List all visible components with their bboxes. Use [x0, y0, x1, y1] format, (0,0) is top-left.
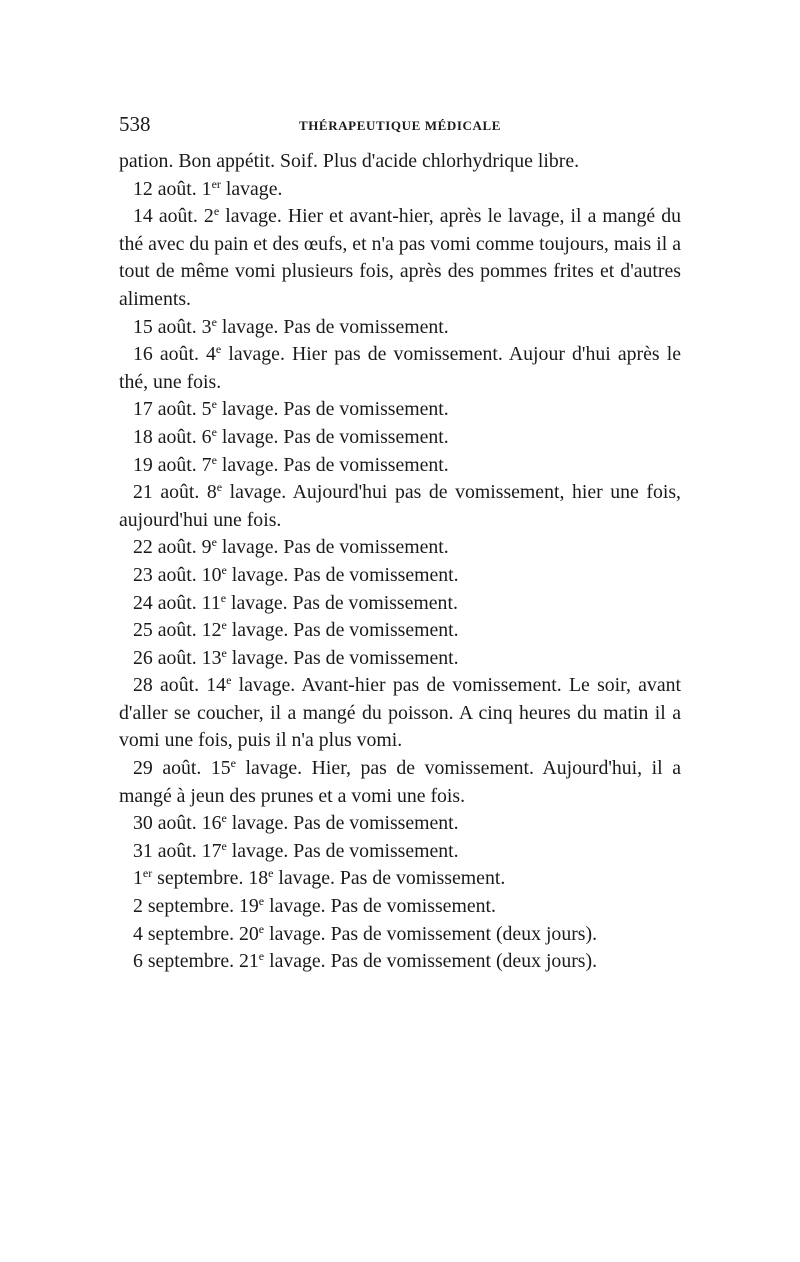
ordinal-superscript: e — [211, 452, 217, 467]
entry-text: 2 septembre. 19 — [133, 895, 259, 918]
entry-text: lavage. Pas de vomissement. — [226, 563, 459, 586]
journal-entry — [119, 672, 681, 755]
entry-text: 6 septembre. 21 — [133, 950, 259, 973]
ordinal-superscript: e — [211, 397, 217, 412]
book-page — [119, 112, 681, 976]
journal-entry — [119, 534, 681, 562]
ordinal-superscript: e — [216, 480, 223, 495]
ordinal-superscript: e — [230, 756, 236, 771]
ordinal-superscript: e — [211, 314, 217, 329]
entry-text: septembre. 18 — [152, 867, 269, 890]
ordinal-superscript: e — [258, 949, 265, 964]
ordinal-superscript: e — [221, 811, 227, 826]
entry-text: 1 — [133, 867, 143, 890]
entry-text: pation. Bon appétit. Soif. Plus d'acide chlorhydrique libre. — [119, 150, 580, 172]
entry-text: lavage. Pas de vomissement. — [273, 867, 506, 890]
entry-text: lavage. Pas de vomissement. — [216, 315, 449, 338]
entry-text: 4 septembre. 20 — [133, 922, 259, 945]
journal-entry — [119, 176, 681, 204]
entry-text: 18 août. 6 — [133, 425, 212, 448]
journal-entry — [119, 590, 681, 618]
entry-text: 17 août. 5 — [133, 398, 212, 421]
entry-text: lavage. Pas de vomissement. — [226, 812, 459, 835]
body-text — [119, 148, 681, 976]
ordinal-superscript: e — [221, 838, 227, 853]
entry-text: 16 août. 4 — [133, 343, 216, 366]
journal-entry — [119, 755, 681, 810]
journal-entry — [119, 396, 681, 424]
entry-text: lavage. Hier pas de vomissement. Aujour d'hui après le thé, une fois. — [119, 343, 681, 393]
journal-entry — [119, 562, 681, 590]
entry-text: lavage. Pas de vomissement (deux jours). — [264, 950, 598, 973]
ordinal-superscript: e — [226, 673, 232, 688]
entry-text: lavage. Avant-hier pas de vomissement. Le soir, avant d'aller se coucher, il a mangé du poisson. A cinq heures du matin il a vomi une fois, puis il n'a plus vomi. — [119, 674, 681, 752]
journal-entry — [119, 838, 681, 866]
entry-text: 14 août. 2 — [133, 205, 214, 228]
entry-text: lavage. Hier et avant-hier, après le lavage, il a mangé du thé avec du pain et des œufs, et n'a pas vomi comme toujours, mais il a tout de même vomi plusieurs fois, après des pommes frites et d'autres aliments. — [119, 205, 681, 310]
ordinal-superscript: e — [220, 590, 227, 605]
entry-text: 12 août. 1 — [133, 177, 212, 200]
ordinal-superscript: e — [211, 424, 217, 439]
ordinal-superscript: e — [221, 562, 227, 577]
journal-entry — [119, 810, 681, 838]
entry-text: lavage. Aujourd'hui pas de vomissement, hier une fois, aujourd'hui une fois. — [119, 481, 681, 531]
running-title: THÉRAPEUTIQUE MÉDICALE — [298, 118, 502, 133]
journal-entry — [119, 865, 681, 893]
entry-text: lavage. Pas de vomissement. — [216, 536, 449, 559]
page-number: 538 — [119, 112, 151, 136]
entry-text: 15 août. 3 — [133, 315, 212, 338]
ordinal-superscript: e — [221, 618, 227, 633]
journal-entry — [119, 341, 681, 396]
entry-text: lavage. Pas de vomissement. — [216, 398, 449, 421]
entry-text: lavage. Pas de vomissement. — [226, 839, 459, 862]
journal-entry — [119, 479, 681, 534]
journal-entry — [119, 893, 681, 921]
entry-text: lavage. Pas de vomissement. — [226, 591, 458, 614]
entry-text: 26 août. 13 — [133, 646, 222, 669]
ordinal-superscript: e — [221, 645, 227, 660]
entry-text: lavage. Hier, pas de vomissement. Aujourd'hui, il a mangé à jeun des prunes et a vomi une fois. — [119, 757, 681, 807]
paragraph-continuation — [119, 148, 681, 176]
ordinal-superscript: e — [211, 535, 217, 550]
entry-text: 22 août. 9 — [133, 536, 212, 559]
journal-entry — [119, 314, 681, 342]
ordinal-superscript: er — [211, 176, 221, 191]
entry-text: 24 août. 11 — [133, 591, 221, 614]
ordinal-superscript: e — [215, 342, 222, 357]
ordinal-superscript: e — [258, 894, 265, 909]
entry-text: 23 août. 10 — [133, 563, 222, 586]
page-header — [119, 112, 681, 138]
entry-text: 31 août. 17 — [133, 839, 222, 862]
entry-text: 19 août. 7 — [133, 453, 212, 476]
entry-text: lavage. Pas de vomissement. — [226, 646, 459, 669]
entry-text: 28 août. 14 — [133, 674, 227, 697]
entry-text: 30 août. 16 — [133, 812, 222, 835]
entry-text: lavage. Pas de vomissement (deux jours). — [264, 922, 598, 945]
entry-text: 29 août. 15 — [133, 757, 231, 780]
ordinal-superscript: er — [142, 866, 153, 881]
ordinal-superscript: e — [268, 866, 274, 881]
entry-text: lavage. Pas de vomissement. — [264, 895, 496, 918]
entry-text: lavage. Pas de vomissement. — [226, 619, 459, 642]
journal-entry — [119, 424, 681, 452]
entry-text: lavage. — [220, 177, 283, 200]
ordinal-superscript: e — [213, 204, 220, 219]
journal-entry — [119, 948, 681, 976]
journal-entry — [119, 203, 681, 313]
entry-text: 25 août. 12 — [133, 619, 222, 642]
journal-entry — [119, 921, 681, 949]
entry-text: 21 août. 8 — [133, 481, 217, 504]
journal-entry — [119, 452, 681, 480]
entry-text: lavage. Pas de vomissement. — [216, 425, 449, 448]
journal-entry — [119, 645, 681, 673]
entry-text: lavage. Pas de vomissement. — [216, 453, 449, 476]
ordinal-superscript: e — [258, 921, 265, 936]
journal-entry — [119, 617, 681, 645]
